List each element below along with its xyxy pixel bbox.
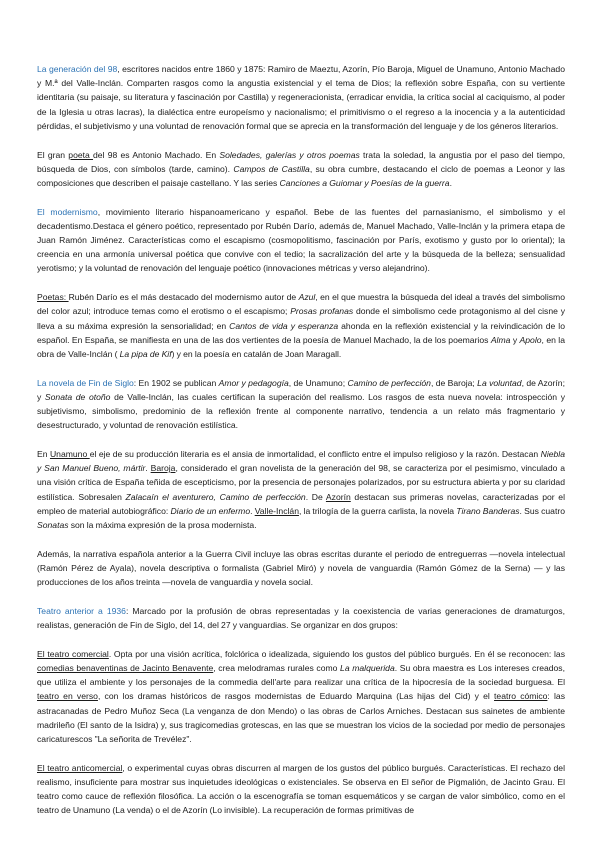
italic-title: La pipa de Kif [119,348,172,359]
text: destacan sus primeras novelas, caracterizadas por el empleo de material autobiográfico: [37,491,565,516]
text: trata la soledad, la angustia por el paso del tiempo, búsqueda de Dios, con símbolos (tarde, camino). [37,149,565,174]
italic-title: Prosas profanas [290,306,354,317]
text: . [145,463,151,474]
underlined-term-unamuno: Unamuno [49,448,90,459]
text: el eje de su producción literaria es el ansia de inmortalidad, el conflicto entre el impulso religioso y la razón. Destacan [89,448,541,459]
text: y [510,334,520,345]
italic-title: Niebla y San Manuel Bueno, mártir [37,448,565,474]
italic-title: Diario de un enfermo [170,505,251,516]
paragraph-machado [37,148,565,191]
italic-title: Cantos de vida y esperanza [229,320,339,331]
underlined-term-poeta: poeta [68,149,94,160]
text: de Valle-Inclán, las cuales certifican la superación del realismo. Los rasgos de esta nueva novela: introspección y subjetivismo, simbolismo, predominio de la reflexión frente al componente narrativo, tendencia a un relato más fragmentario y desestructurado, y voluntad de renovación estilística. [37,391,565,431]
document-page [37,62,565,832]
text: del 98 es Antonio Machado. En [93,149,220,160]
text: . [449,177,452,188]
text: . De [305,491,326,502]
underlined-term-comedias-benaventinas: comedias benaventinas de Jacinto Benavente [37,662,214,673]
text: : En 1902 se publican [133,377,219,388]
italic-title: Zalacaín el aventurero, Camino de perfección [125,491,306,502]
heading-link-novela-fin-de-siglo[interactable]: La novela de Fin de Siglo [37,377,134,388]
paragraph-teatro-anticomercial [37,761,565,818]
paragraph-modernismo [37,205,565,276]
text: , su obra cumbre, destacando el ciclo de poemas a Leonor y las composiciones que describen el paisaje castellano. Y las series [37,163,565,188]
italic-title: Soledades, galerías y otros poemas [219,149,360,160]
text: . Sus cuatro [519,505,565,516]
italic-title: Sonata de otoño [44,391,111,402]
underlined-term-teatro-comercial: El teatro comercial [37,648,109,659]
italic-title: La malquerida [340,662,395,673]
text: , con los dramas históricos de rasgos modernistas de Eduardo Marquina (Las hijas del Cid) y el [97,691,495,702]
paragraph-novelistas [37,447,565,532]
text: son la máxima expresión de la prosa modernista. [68,519,257,530]
underlined-term-valle-inclan: Valle-Inclán [254,505,299,516]
text: En [37,448,50,459]
text: donde el simbolismo cede protagonismo al del cisne y lleva a su máxima expresión la sensorialidad; en [37,306,565,331]
text: , escritores nacidos entre 1860 y 1875: Ramiro de Maeztu, Azorín, Pío Baroja, Miguel de Unamuno, Antonio Machado y M.ª del Valle-Inclán. Comparten rasgos como la angustia existencial y el tema de Dios; la reflexión sobre España, con su vertiente identitaria (su paisaje, su literatura y fascinación por Castilla) y regeneracionista, (erradicar envidia, la crítica social al caciquismo, al poder de la Iglesia u otras lacras), la dialéctica entre europeísmo y nacionalismo; el primitivismo o el regreso a la inocencia y a la autenticidad pérdidas, el subjetivismo y una voluntad de renovación formal que se aprecia en la transformación del lenguaje y de los géneros literarios. [37,64,565,131]
text: , crea melodramas rurales como [213,662,341,673]
text: , de Azorín; y [37,377,565,402]
text: , en el que muestra la búsqueda del ideal a través del simbolismo del color azul; introduce temas como el erotismo o el escapismo; [37,292,565,317]
text: Rubén Darío es el más destacado del modernismo autor de [68,292,299,303]
heading-link-teatro-1936[interactable]: Teatro anterior a 1936 [37,605,126,616]
italic-title: La voluntad [477,377,522,388]
text: : Marcado por la profusión de obras representadas y la coexistencia de varias generaciones de dramaturgos, realistas, generación de Fin de Siglo, del 14, del 27 y vanguardias. Se organizar en dos grupos: [37,605,565,630]
underlined-term-poetas: Poetas: [37,292,69,303]
text: , en la obra de Valle-Inclán ( [37,334,565,359]
italic-title: Sonatas [37,519,69,530]
paragraph-novela-fin-de-siglo [37,376,565,433]
text: , movimiento literario hispanoamericano y español. Bebe de las fuentes del parnasianismo, el simbolismo y el decadentismo.Destaca el género poético, representado por Rubén Darío, además de, Manuel Machado, Valle-Inclán y la primera etapa de Juan Ramón Jiménez. Características como el escapismo (cosmopolitismo, fascinación por París, exotismo y gusto por lo oriental); la creencia en una armonía universal poética que convive con el tedio; la sacralización del arte y la búsqueda de la belleza; sensualidad yerotismo; y la voluntad de renovación del lenguaje poético (innovaciones métricas y verso alejandrino). [37,206,565,274]
paragraph-generacion-98 [37,62,565,133]
heading-link-modernismo[interactable]: El modernismo [37,206,98,217]
text: , considerado el gran novelista de la generación del 98, se caracteriza por el pesimismo, vinculado a una visión crítica de España teñida de escepticismo, por la presencia de personajes polarizados, por su estructura abierta y por su claridad estilística. Sobresalen [37,463,566,502]
paragraph-teatro-1936 [37,604,565,632]
text: Además, la narrativa española anterior a la Guerra Civil incluye las obras escritas durante el periodo de entreguerras —novela intelectual (Ramón Pérez de Ayala), novela descriptiva o formalista (Gabriel Miró) y novela de vanguardia (Ramón Gómez de la Serna) — y las producciones de los años treinta —novela de vanguardia y novela social. [37,548,565,588]
text: ahonda en la reflexión existencial y la reivindicación de lo español. En España, se manifiesta en una de las dos vertientes de la poesía de Manuel Machado, la de los poemarios [37,320,565,345]
text: : las astracanadas de Pedro Muñoz Seca (La venganza de don Mendo) o las obras de Carlos Arniches. Destacan sus sainetes de ambiente madrileño (El santo de la Isidra) y, sus tragicomedias grotescas, en las que se muestran los vicios de la sociedad por medio de personajes caricaturescos "La señorita de Trevélez". [37,691,565,744]
heading-link-generacion-98[interactable]: La generación del 98 [37,64,118,74]
italic-title: Tirano Banderas [456,505,520,516]
text: El gran [37,149,69,160]
text: . Opta por una visión acrítica, folclórica o idealizada, siguiendo los gustos del público burgués. En él se reconocen: las [108,648,566,659]
underlined-term-teatro-anticomercial: El teatro anticomercial [37,762,123,773]
italic-title: Azul [298,292,316,303]
underlined-term-teatro-en-verso: teatro en verso [37,691,98,702]
italic-title: Amor y pedagogía [218,377,289,388]
paragraph-teatro-comercial [37,647,565,746]
italic-title: Canciones a Guiomar y Poesías de la guerra [279,177,450,188]
italic-title: Alma [490,334,511,345]
paragraph-poetas [37,290,565,361]
underlined-term-baroja: Baroja [150,463,176,474]
italic-title: Apolo [519,334,542,345]
underlined-term-azorin: Azorín [325,491,351,502]
text: , de Baroja; [430,377,478,388]
text: , la trilogía de la guerra carlista, la novela [298,505,457,516]
text: . Su obra maestra es Los intereses creados, que utiliza el ambiente y los personajes de la commedia dell'arte para realizar una crítica de la hipocresía de la sociedad burguesa. El [37,662,565,688]
text: , de Unamuno; [288,377,348,388]
italic-title: Campos de Castilla [233,163,310,174]
paragraph-narrativa-entreguerras [37,547,565,590]
italic-title: Camino de perfección [347,377,431,388]
underlined-term-teatro-comico: teatro cómico [494,691,548,702]
text: ) y en la poesía en catalán de Joan Maragall. [171,348,342,359]
text: . [250,505,255,516]
text: , o experimental cuyas obras discurren al margen de los gustos del público burgués. Características. El rechazo del realismo, insuficiente para mostrar sus inquietudes ideológicas o existenciales. Se observa en El señor de Pigmalión, de Jacinto Grau. El teatro como cauce de reflexión filosófica. La acción o la escenografía se toman esquemáticos y se cargan de valor simbólico, como en el teatro de Unamuno (La venda) o el de Azorín (Lo invisible). La recuperación de formas primitivas de [37,762,565,816]
